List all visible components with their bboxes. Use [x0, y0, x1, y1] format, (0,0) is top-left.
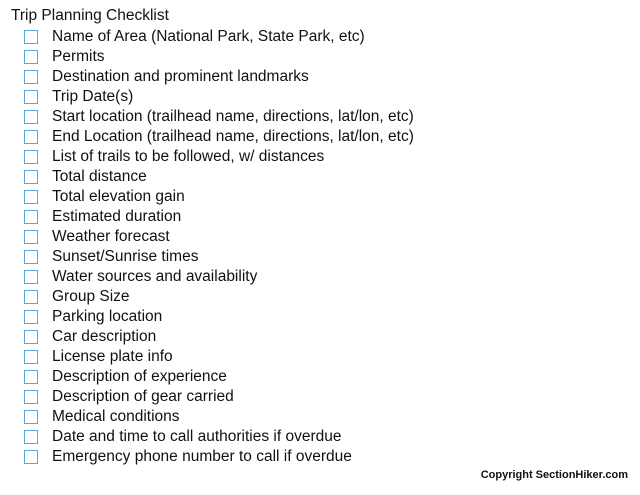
checklist-item[interactable] — [24, 307, 414, 327]
checklist-item-label: Description of experience — [52, 368, 227, 385]
checklist-item-label: Emergency phone number to call if overdue — [52, 448, 352, 465]
checkbox[interactable] — [24, 150, 38, 164]
checkbox[interactable] — [24, 230, 38, 244]
checklist-item-label: Start location (trailhead name, directions, lat/lon, etc) — [52, 108, 414, 125]
checklist-item-label: Total elevation gain — [52, 188, 185, 205]
checklist-item[interactable] — [24, 347, 414, 367]
checkbox[interactable] — [24, 290, 38, 304]
checklist-item[interactable] — [24, 87, 414, 107]
checklist-item[interactable] — [24, 207, 414, 227]
checklist-item-label: Total distance — [52, 168, 147, 185]
checklist-item[interactable] — [24, 187, 414, 207]
copyright-notice: Copyright SectionHiker.com — [480, 469, 628, 481]
checklist-item-label: Estimated duration — [52, 208, 182, 225]
checklist-item-label: License plate info — [52, 348, 173, 365]
checkbox[interactable] — [24, 110, 38, 124]
checkbox[interactable] — [24, 190, 38, 204]
checkbox[interactable] — [24, 330, 38, 344]
checklist-item[interactable] — [24, 67, 414, 87]
checkbox[interactable] — [24, 130, 38, 144]
checklist-item[interactable] — [24, 447, 414, 467]
checklist-item[interactable] — [24, 247, 414, 267]
checklist-item-label: Description of gear carried — [52, 388, 234, 405]
checklist-item[interactable] — [24, 167, 414, 187]
checklist-item[interactable] — [24, 147, 414, 167]
checklist-item-label: Water sources and availability — [52, 268, 258, 285]
checkbox[interactable] — [24, 350, 38, 364]
checklist-item-label: End Location (trailhead name, directions, lat/lon, etc) — [52, 128, 414, 145]
checklist-item[interactable] — [24, 427, 414, 447]
checklist-item[interactable] — [24, 407, 414, 427]
checklist-item-label: Date and time to call authorities if overdue — [52, 428, 342, 445]
checklist-item-label: Name of Area (National Park, State Park, etc) — [52, 28, 365, 45]
checklist-item[interactable] — [24, 387, 414, 407]
checkbox[interactable] — [24, 390, 38, 404]
checkbox[interactable] — [24, 50, 38, 64]
checklist-item-label: Car description — [52, 328, 157, 345]
checklist-item[interactable] — [24, 327, 414, 347]
checkbox[interactable] — [24, 70, 38, 84]
checkbox[interactable] — [24, 370, 38, 384]
checkbox[interactable] — [24, 310, 38, 324]
checklist-item[interactable] — [24, 367, 414, 387]
checklist-item[interactable] — [24, 227, 414, 247]
checklist-item[interactable] — [24, 127, 414, 147]
checkbox[interactable] — [24, 210, 38, 224]
checklist-item[interactable] — [24, 27, 414, 47]
checkbox[interactable] — [24, 450, 38, 464]
checklist-item[interactable] — [24, 107, 414, 127]
checklist-item[interactable] — [24, 267, 414, 287]
checkbox[interactable] — [24, 90, 38, 104]
checkbox[interactable] — [24, 170, 38, 184]
checkbox[interactable] — [24, 410, 38, 424]
checklist-item[interactable] — [24, 287, 414, 307]
checkbox[interactable] — [24, 270, 38, 284]
checklist-item-label: Parking location — [52, 308, 163, 325]
checklist-item[interactable] — [24, 47, 414, 67]
checklist-item-label: List of trails to be followed, w/ distances — [52, 148, 325, 165]
checklist-item-label: Group Size — [52, 288, 130, 305]
checklist — [24, 27, 414, 467]
checklist-item-label: Medical conditions — [52, 408, 180, 425]
checklist-item-label: Weather forecast — [52, 228, 170, 245]
page-title: Trip Planning Checklist — [11, 7, 169, 24]
checkbox[interactable] — [24, 30, 38, 44]
checklist-item-label: Destination and prominent landmarks — [52, 68, 309, 85]
checklist-item-label: Sunset/Sunrise times — [52, 248, 199, 265]
checklist-item-label: Trip Date(s) — [52, 88, 134, 105]
checkbox[interactable] — [24, 430, 38, 444]
checkbox[interactable] — [24, 250, 38, 264]
checklist-item-label: Permits — [52, 48, 105, 65]
